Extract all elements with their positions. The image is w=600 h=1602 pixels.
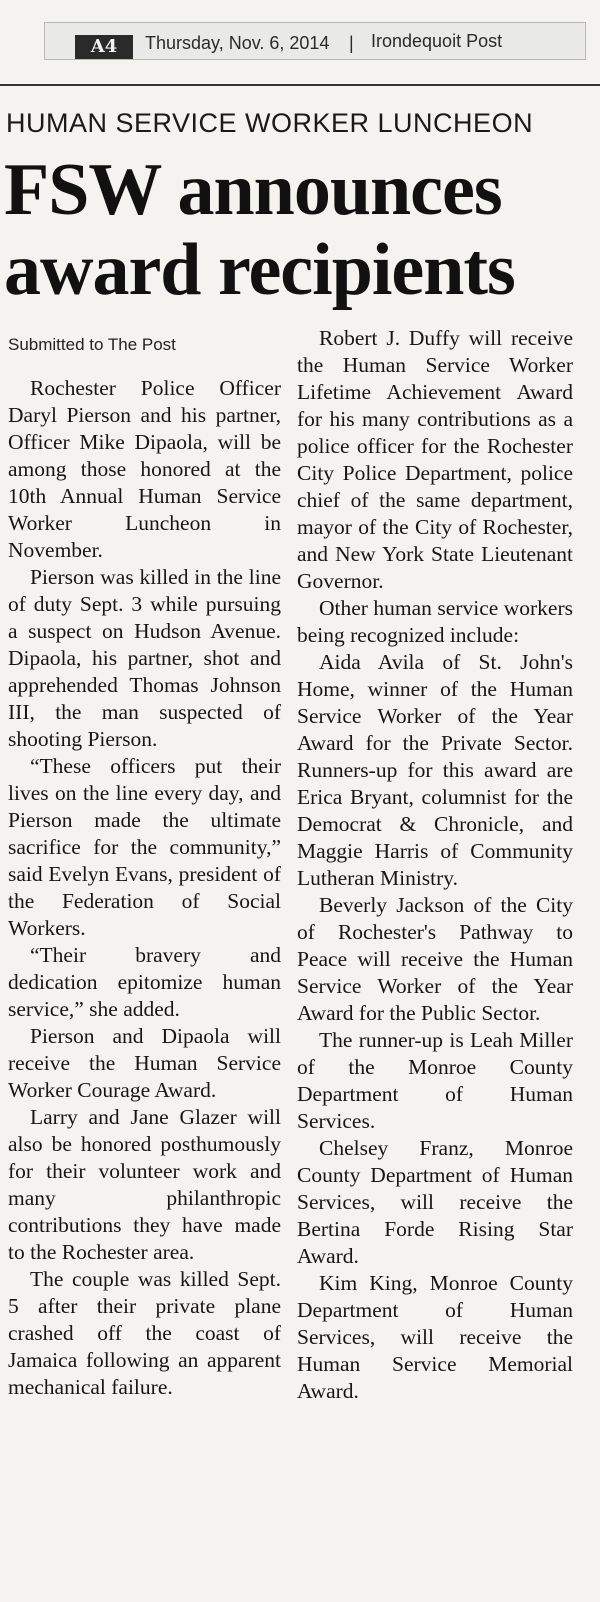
paragraph: “These officers put their lives on the line every day, and Pierson made the ultimate sacrifice for the community,” said Evelyn Evans, president of the Federation of Social Workers. [8,754,281,940]
headline-line-2: award recipients [4,229,515,311]
issue-date: Thursday, Nov. 6, 2014 [145,33,330,53]
page-header [44,22,586,60]
headline [4,150,594,310]
paragraph: Robert J. Duffy will receive the Human Service Worker Lifetime Achievement Award for his many contributions as a police officer for the Rochester City Police Department, police chief of the same department, mayor of the City of Rochester, and New York State Lieutenant Governor. [297,326,573,593]
paragraph: Larry and Jane Glazer will also be honored posthumously for their volunteer work and many philanthropic contributions they have made to the Rochester area. [8,1105,281,1264]
section-kicker: HUMAN SERVICE WORKER LUNCHEON [6,108,534,138]
paragraph: Beverly Jackson of the City of Rochester's Pathway to Peace will receive the Human Service Worker of the Year Award for the Public Sector. [297,893,573,1025]
paragraph: Rochester Police Officer Daryl Pierson and his partner, Officer Mike Dipaola, will be among those honored at the 10th Annual Human Service Worker Luncheon in November. [8,376,281,562]
header-rule [0,84,600,86]
publication-name: Irondequoit Post [371,31,503,51]
byline: Submitted to The Post [8,335,176,354]
page-number-badge: A4 [75,35,133,59]
paragraph: Pierson and Dipaola will receive the Human Service Worker Courage Award. [8,1024,281,1102]
article-column-2 [297,325,573,1405]
headline-line-1: FSW announces [4,149,502,231]
paragraph: Aida Avila of St. John's Home, winner of the Human Service Worker of the Year Award for the Private Sector. Runners-up for this award are Erica Bryant, columnist for the Democrat & Chronicle, and Maggie Harris of Community Lutheran Ministry. [297,650,573,890]
paragraph: “Their bravery and dedication epitomize human service,” she added. [8,943,281,1021]
header-separator: | [349,33,354,53]
paragraph: Other human service workers being recognized include: [297,596,573,647]
paragraph: The runner-up is Leah Miller of the Monroe County Department of Human Services. [297,1028,573,1133]
paragraph: The couple was killed Sept. 5 after their private plane crashed off the coast of Jamaica following an apparent mechanical failure. [8,1267,281,1399]
paragraph: Kim King, Monroe County Department of Human Services, will receive the Human Service Memorial Award. [297,1271,573,1403]
article-column-1 [8,375,281,1401]
paragraph: Pierson was killed in the line of duty Sept. 3 while pursuing a suspect on Hudson Avenue. Dipaola, his partner, shot and apprehended Thomas Johnson III, the man suspected of shooting Pierson. [8,565,281,751]
paragraph: Chelsey Franz, Monroe County Department of Human Services, will receive the Bertina Forde Rising Star Award. [297,1136,573,1268]
